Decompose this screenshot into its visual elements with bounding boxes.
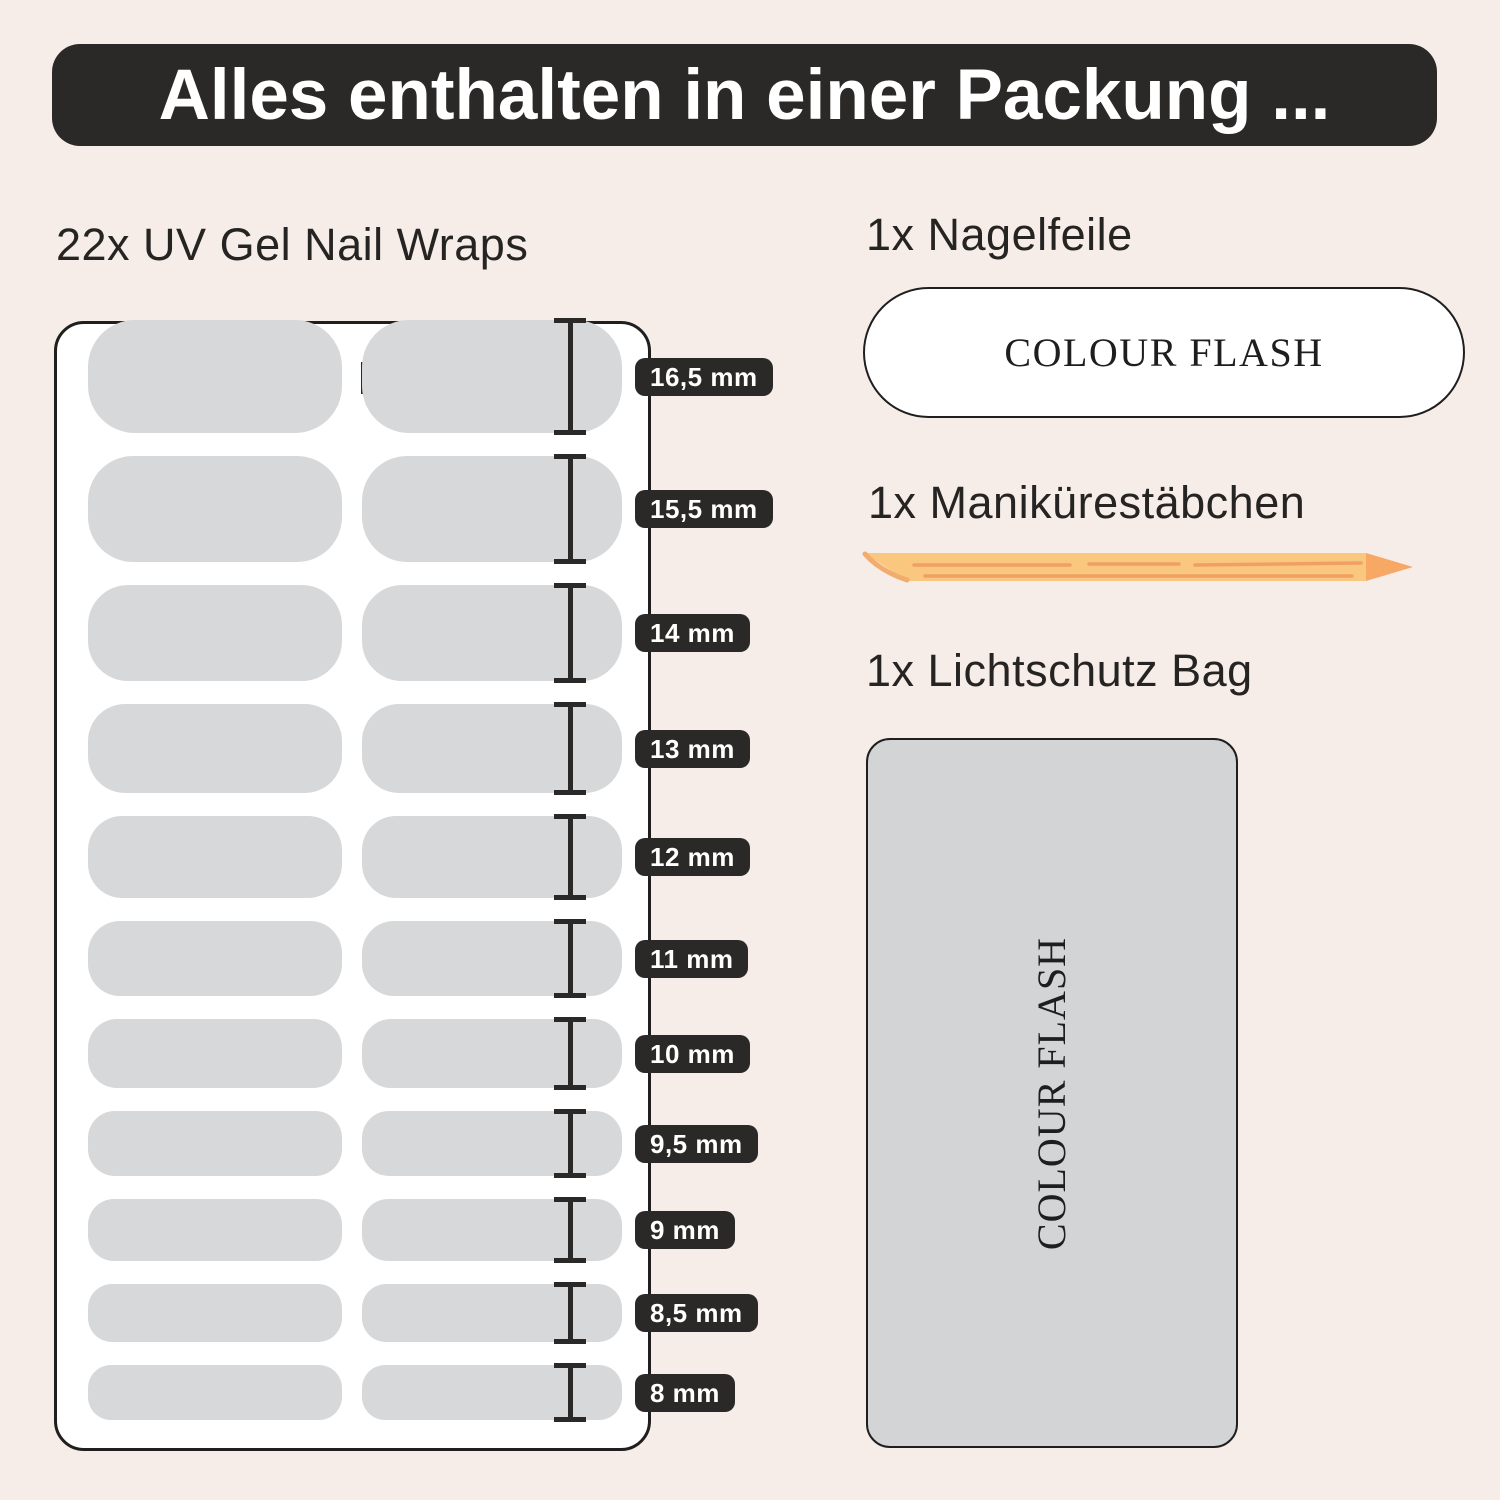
nail-wrap-shape [88, 1365, 342, 1420]
height-measure-line [554, 919, 586, 998]
nail-wrap-shape [88, 1019, 342, 1088]
size-badge-label: 15,5 mm [650, 493, 758, 524]
size-badge [635, 940, 748, 978]
size-badge-label: 12 mm [650, 841, 735, 872]
cuticle-stick-icon [862, 550, 1418, 584]
size-badge-label: 10 mm [650, 1038, 735, 1069]
size-badge [635, 1374, 735, 1412]
nail-file [863, 287, 1465, 418]
height-measure-line [554, 583, 586, 683]
size-badge [635, 1035, 750, 1073]
height-measure-line [554, 454, 586, 564]
bag-brand-text: COLOUR FLASH [1029, 936, 1075, 1250]
nail-wrap-shape [88, 1199, 342, 1261]
nail-wrap-shape [88, 921, 342, 996]
size-badge-label: 14 mm [650, 617, 735, 648]
size-badge [635, 1125, 758, 1163]
nail-file-heading: 1x Nagelfeile [866, 209, 1133, 260]
nail-wrap-shape [88, 1111, 342, 1176]
title-banner [52, 44, 1437, 146]
size-badge-label: 9,5 mm [650, 1128, 743, 1159]
size-badge [635, 614, 750, 652]
size-badge [635, 838, 750, 876]
height-measure-line [554, 1197, 586, 1263]
lightproof-bag [866, 738, 1238, 1448]
size-badge-label: 11 mm [650, 943, 734, 974]
nail-wrap-shape [88, 816, 342, 898]
size-badge-label: 9 mm [650, 1214, 720, 1245]
nail-wrap-shape [88, 320, 342, 433]
size-badge [635, 490, 773, 528]
manicure-stick-heading: 1x Manikürestäbchen [868, 477, 1306, 528]
nail-file-brand-text: COLOUR FLASH [1004, 330, 1324, 375]
height-measure-line [554, 1363, 586, 1422]
size-badge [635, 358, 773, 396]
height-measure-line [554, 318, 586, 435]
size-badge [635, 730, 750, 768]
height-measure-line [554, 702, 586, 795]
size-badge-label: 13 mm [650, 733, 735, 764]
size-badge [635, 1211, 735, 1249]
bag-heading: 1x Lichtschutz Bag [866, 645, 1253, 696]
size-badge-label: 8 mm [650, 1377, 720, 1408]
size-badge-label: 16,5 mm [650, 361, 758, 392]
height-measure-line [554, 814, 586, 900]
height-measure-line [554, 1017, 586, 1090]
nail-wrap-shape [88, 585, 342, 681]
size-badge [635, 1294, 758, 1332]
nail-wrap-shape [88, 704, 342, 793]
nail-wrap-shape [88, 1284, 342, 1342]
nail-wrap-shape [88, 456, 342, 562]
page-title: Alles enthalten in einer Packung ... [158, 55, 1331, 135]
height-measure-line [554, 1109, 586, 1178]
wraps-heading: 22x UV Gel Nail Wraps [56, 219, 529, 270]
size-badge-label: 8,5 mm [650, 1297, 743, 1328]
height-measure-line [554, 1282, 586, 1344]
